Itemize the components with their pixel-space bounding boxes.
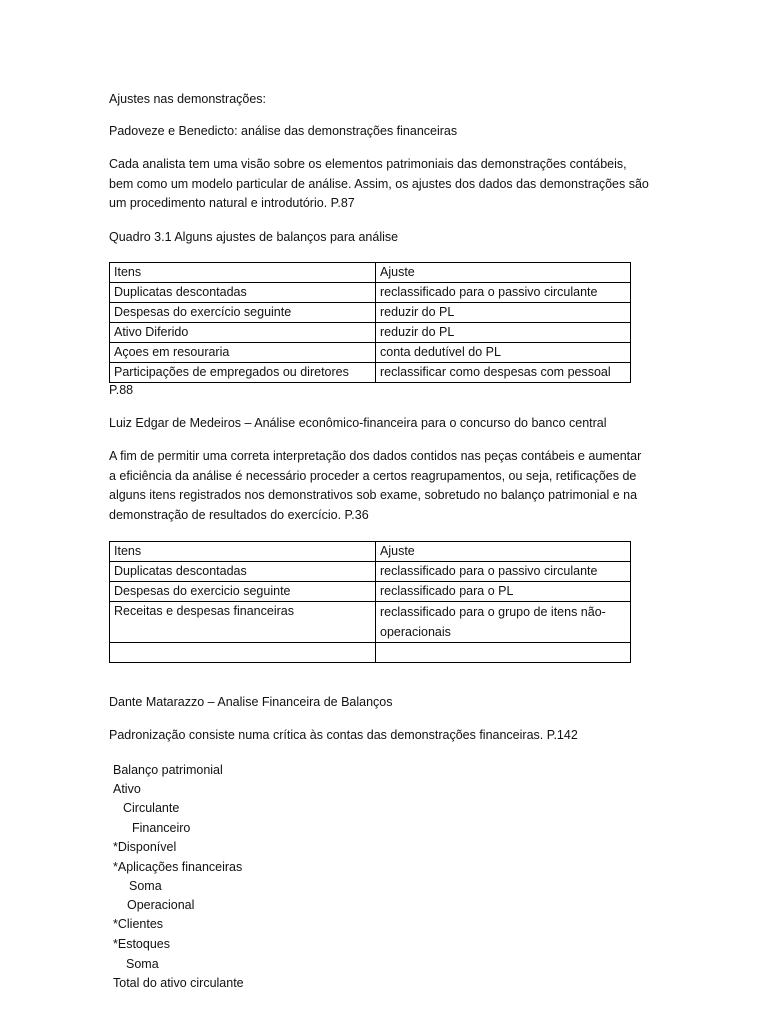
source-medeiros: Luiz Edgar de Medeiros – Análise econômico-financeira para o concurso do banco central (109, 416, 607, 430)
header-itens: Itens (110, 542, 376, 562)
balance-line: Soma (129, 879, 162, 893)
cell-ajuste: reclassificado para o passivo circulante (376, 562, 631, 582)
cell-item: Despesas do exercício seguinte (110, 303, 376, 323)
table-header-row (110, 542, 631, 562)
cell-ajuste (376, 643, 631, 663)
cell-item: Duplicatas descontadas (110, 562, 376, 582)
balance-line: Operacional (127, 898, 195, 912)
table-row (110, 343, 631, 363)
balance-line: Balanço patrimonial (113, 763, 223, 777)
cell-item: Ativo Diferido (110, 323, 376, 343)
paragraph-matarazzo: Padronização consiste numa crítica às contas das demonstrações financeiras. P.142 (109, 728, 578, 742)
table-row (110, 602, 631, 643)
header-itens: Itens (110, 263, 376, 283)
source-matarazzo: Dante Matarazzo – Analise Financeira de Balanços (109, 695, 393, 709)
table-header-row (110, 263, 631, 283)
header-ajuste: Ajuste (376, 542, 631, 562)
cell-ajuste: reclassificado para o PL (376, 582, 631, 602)
cell-item (110, 643, 376, 663)
table-row (110, 582, 631, 602)
adjustments-table-2 (109, 541, 631, 663)
table-row (110, 363, 631, 383)
paragraph-medeiros: A fim de permitir uma correta interpretação dos dados contidos nas peças contábeis e aumentar a eficiência da análise é necessário proceder a certos reagrupamentos, ou seja, retificações de alguns itens registrados nos demonstrativos sob exame, sobretudo no balanço patrimonial e na demonstração de resultados do exercício. P.36 (109, 449, 642, 522)
balance-line: *Aplicações financeiras (113, 860, 243, 874)
balance-line: *Clientes (113, 917, 164, 931)
cell-item: Açoes em resouraria (110, 343, 376, 363)
cell-ajuste: reclassificado para o passivo circulante (376, 283, 631, 303)
balance-line: Total do ativo circulante (113, 976, 244, 990)
cell-item: Duplicatas descontadas (110, 283, 376, 303)
cell-ajuste: reduzir do PL (376, 323, 631, 343)
cell-ajuste: reduzir do PL (376, 303, 631, 323)
table-row (110, 562, 631, 582)
table-row (110, 283, 631, 303)
table-row (110, 323, 631, 343)
table-row (110, 643, 631, 663)
cell-item: Receitas e despesas financeiras (110, 602, 376, 643)
table-row (110, 303, 631, 323)
page-reference: P.88 (109, 383, 134, 397)
balance-line: *Estoques (113, 937, 170, 951)
table-caption-quadro-3-1: Quadro 3.1 Alguns ajustes de balanços para análise (109, 230, 399, 244)
cell-ajuste: reclassificado para o grupo de itens não-operacionais (376, 602, 631, 643)
header-ajuste: Ajuste (376, 263, 631, 283)
balance-line: Soma (126, 957, 159, 971)
balance-line: Circulante (123, 801, 180, 815)
cell-ajuste: reclassificar como despesas com pessoal (376, 363, 631, 383)
balance-line: Financeiro (132, 821, 191, 835)
cell-ajuste: conta dedutível do PL (376, 343, 631, 363)
document-heading: Ajustes nas demonstrações: (109, 92, 267, 106)
cell-item: Participações de empregados ou diretores (110, 363, 376, 383)
source-padoveze: Padoveze e Benedicto: análise das demonstrações financeiras (109, 124, 458, 138)
paragraph-padoveze: Cada analista tem uma visão sobre os elementos patrimoniais das demonstrações contábeis, bem como um modelo particular de análise. Assim, os ajustes dos dados das demonstrações são um procedimento natural e introdutório. P.87 (109, 157, 649, 210)
balance-line: *Disponível (113, 840, 177, 854)
cell-item: Despesas do exercicio seguinte (110, 582, 376, 602)
balance-line: Ativo (113, 782, 141, 796)
adjustments-table-1 (109, 262, 631, 383)
